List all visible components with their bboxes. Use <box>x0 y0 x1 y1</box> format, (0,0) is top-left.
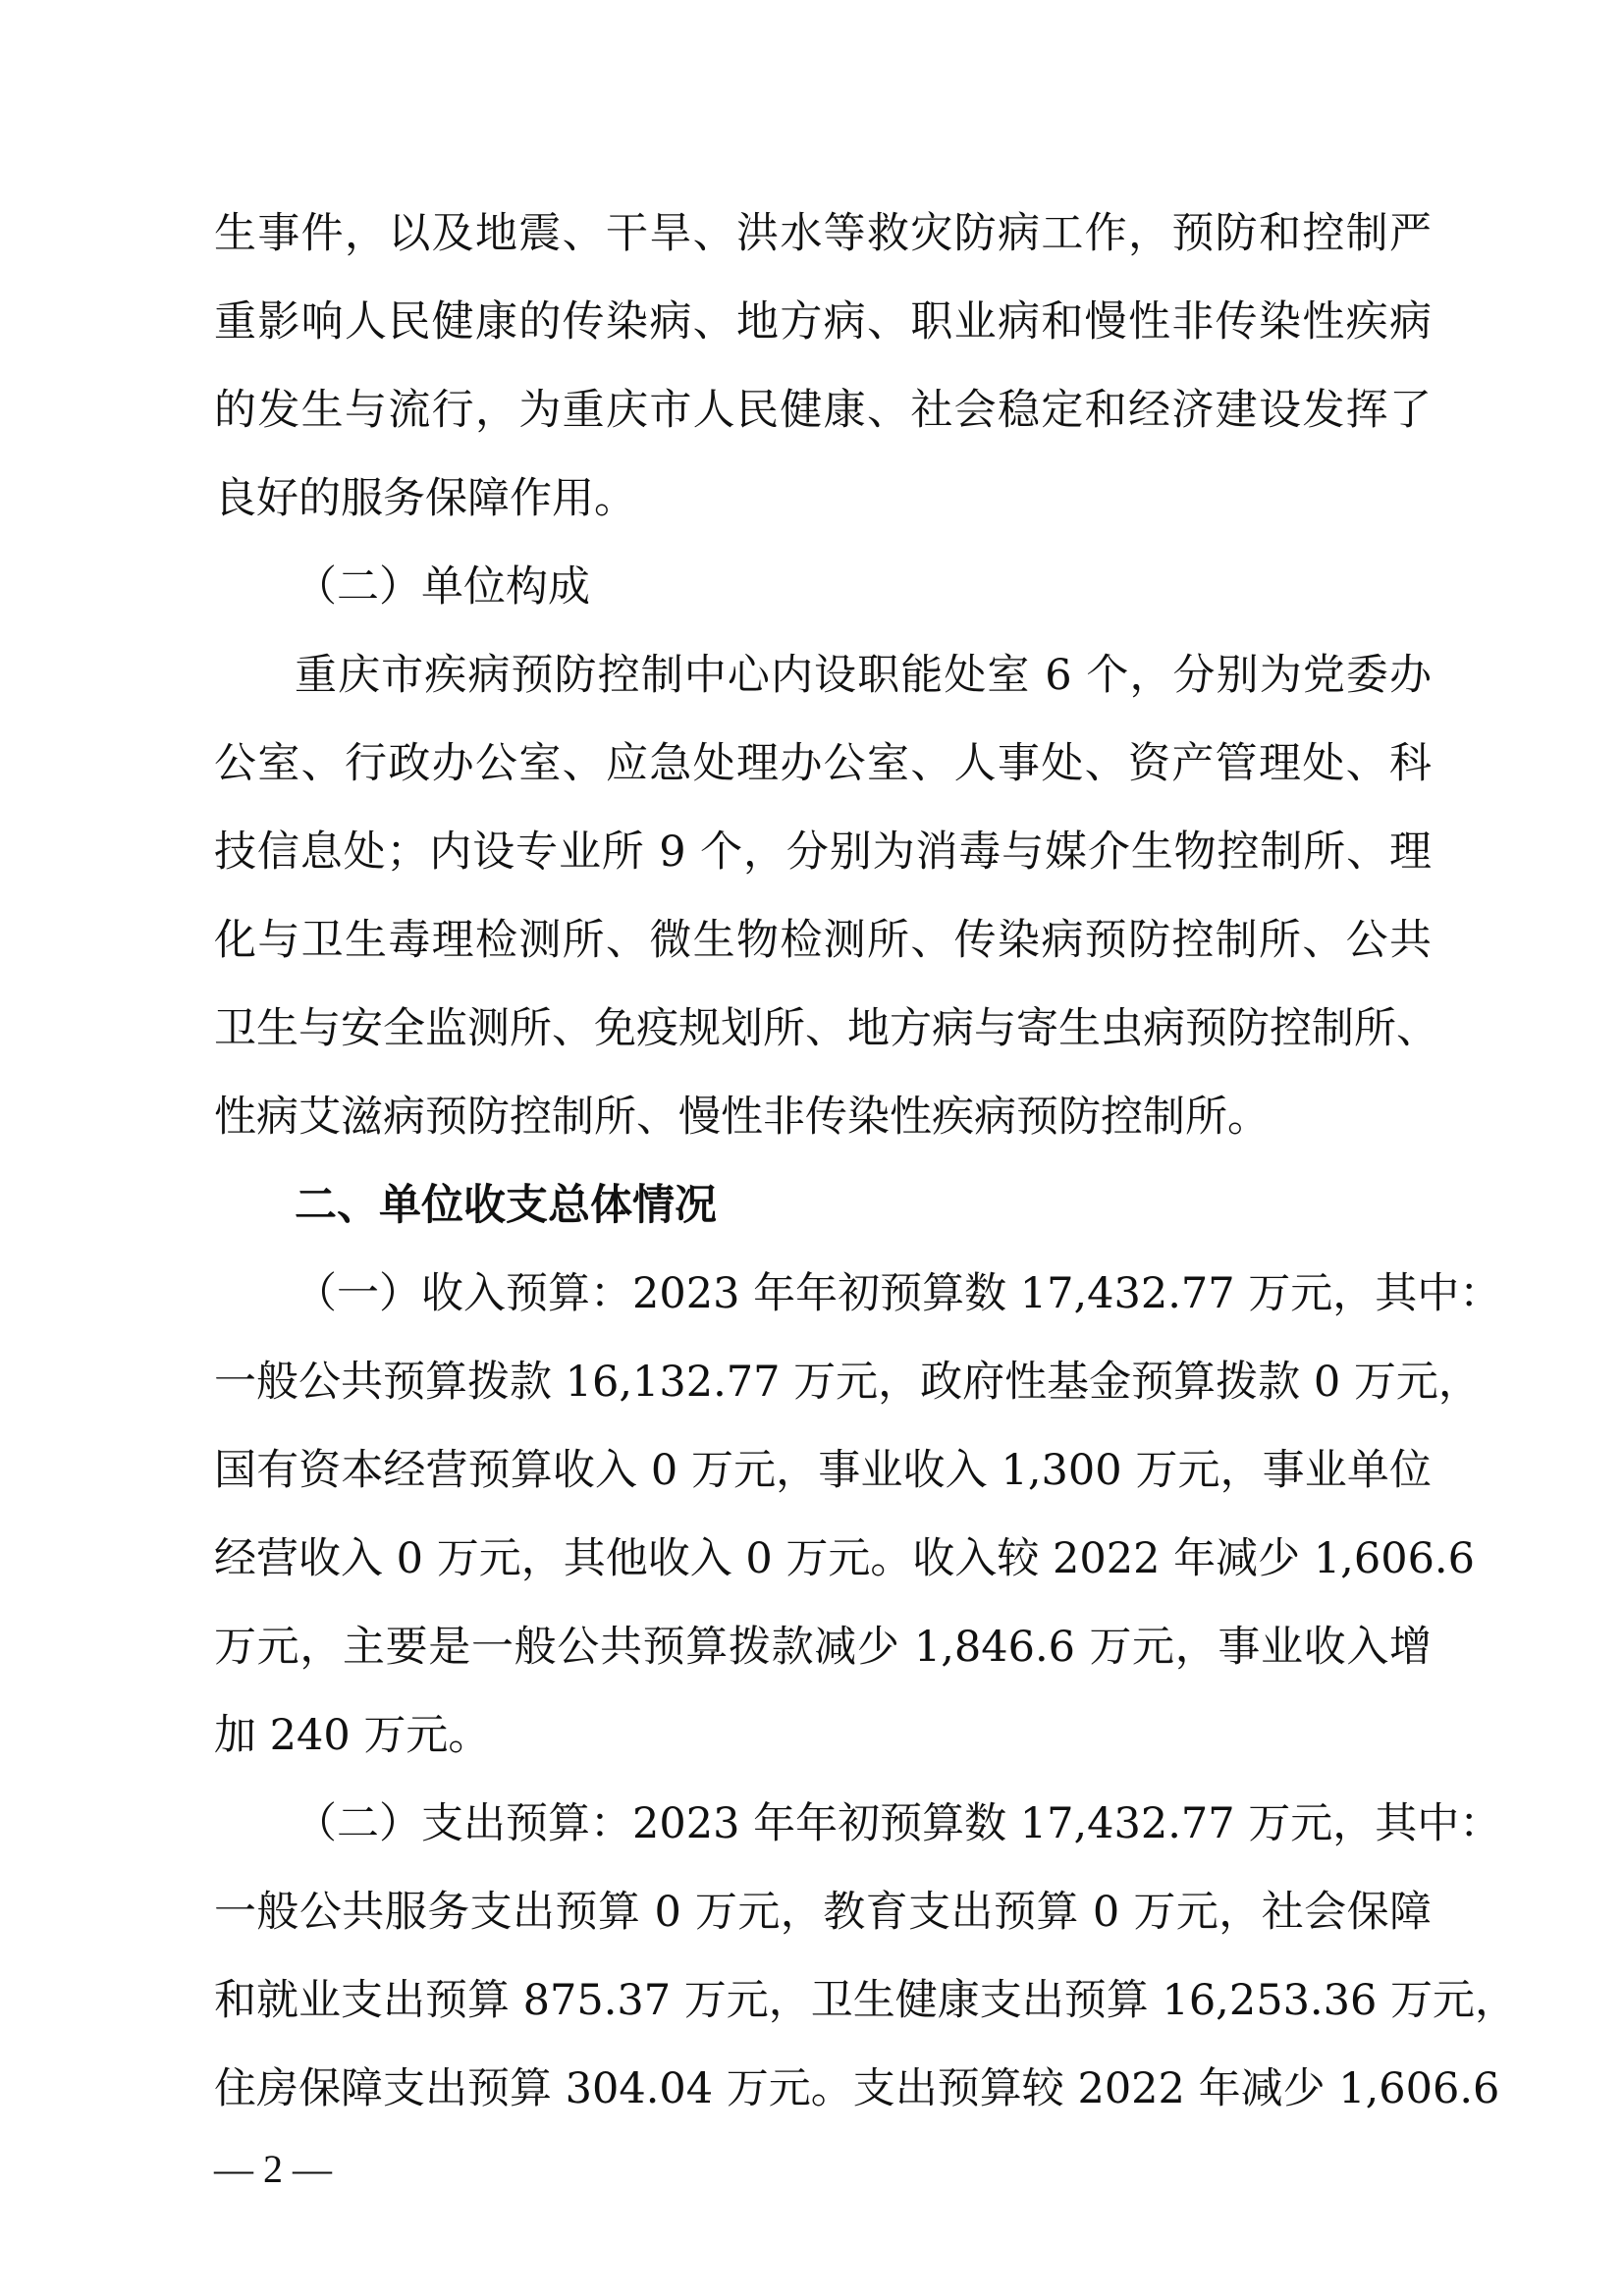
section-heading-income-expenditure: 二、单位收支总体情况 <box>295 1181 717 1230</box>
paragraph-line: 重庆市疾病预防控制中心内设职能处室 6 个，分别为党委办 <box>295 651 1432 700</box>
paragraph-line: 性病艾滋病预防控制所、慢性非传染性疾病预防控制所。 <box>214 1093 1270 1142</box>
paragraph-line: 良好的服务保障作用。 <box>214 474 636 523</box>
paragraph-line: 技信息处；内设专业所 9 个，分别为消毒与媒介生物控制所、理 <box>214 828 1432 877</box>
section-heading-unit-composition: （二）单位构成 <box>295 562 590 612</box>
paragraph-line: （一）收入预算：2023 年年初预算数 17,432.77 万元，其中： <box>295 1269 1502 1318</box>
paragraph-line: 化与卫生毒理检测所、微生物检测所、传染病预防控制所、公共 <box>214 916 1432 965</box>
paragraph-line: 国有资本经营预算收入 0 万元，事业收入 1,300 万元，事业单位 <box>214 1446 1432 1495</box>
page-number: — 2 — <box>214 2147 332 2191</box>
paragraph-line: （二）支出预算：2023 年年初预算数 17,432.77 万元，其中： <box>295 1799 1502 1848</box>
paragraph-line: 加 240 万元。 <box>214 1711 491 1760</box>
paragraph-line: 的发生与流行，为重庆市人民健康、社会稳定和经济建设发挥了 <box>214 386 1432 435</box>
paragraph-line: 和就业支出预算 875.37 万元，卫生健康支出预算 16,253.36 万元， <box>214 1976 1517 2025</box>
paragraph-line: 生事件，以及地震、干旱、洪水等救灾防病工作，预防和控制严 <box>214 209 1432 258</box>
paragraph-line: 一般公共预算拨款 16,132.77 万元，政府性基金预算拨款 0 万元， <box>214 1358 1481 1407</box>
paragraph-line: 卫生与安全监测所、免疫规划所、地方病与寄生虫病预防控制所、 <box>214 1004 1438 1053</box>
paragraph-line: 住房保障支出预算 304.04 万元。支出预算较 2022 年减少 1,606.6 <box>214 2064 1500 2113</box>
paragraph-line: 万元，主要是一般公共预算拨款减少 1,846.6 万元，事业收入增 <box>214 1623 1432 1672</box>
paragraph-line: 重影响人民健康的传染病、地方病、职业病和慢性非传染性疾病 <box>214 297 1432 347</box>
paragraph-line: 经营收入 0 万元，其他收入 0 万元。收入较 2022 年减少 1,606.6 <box>214 1534 1475 1583</box>
paragraph-line: 一般公共服务支出预算 0 万元，教育支出预算 0 万元，社会保障 <box>214 1888 1432 1937</box>
paragraph-line: 公室、行政办公室、应急处理办公室、人事处、资产管理处、科 <box>214 739 1432 788</box>
